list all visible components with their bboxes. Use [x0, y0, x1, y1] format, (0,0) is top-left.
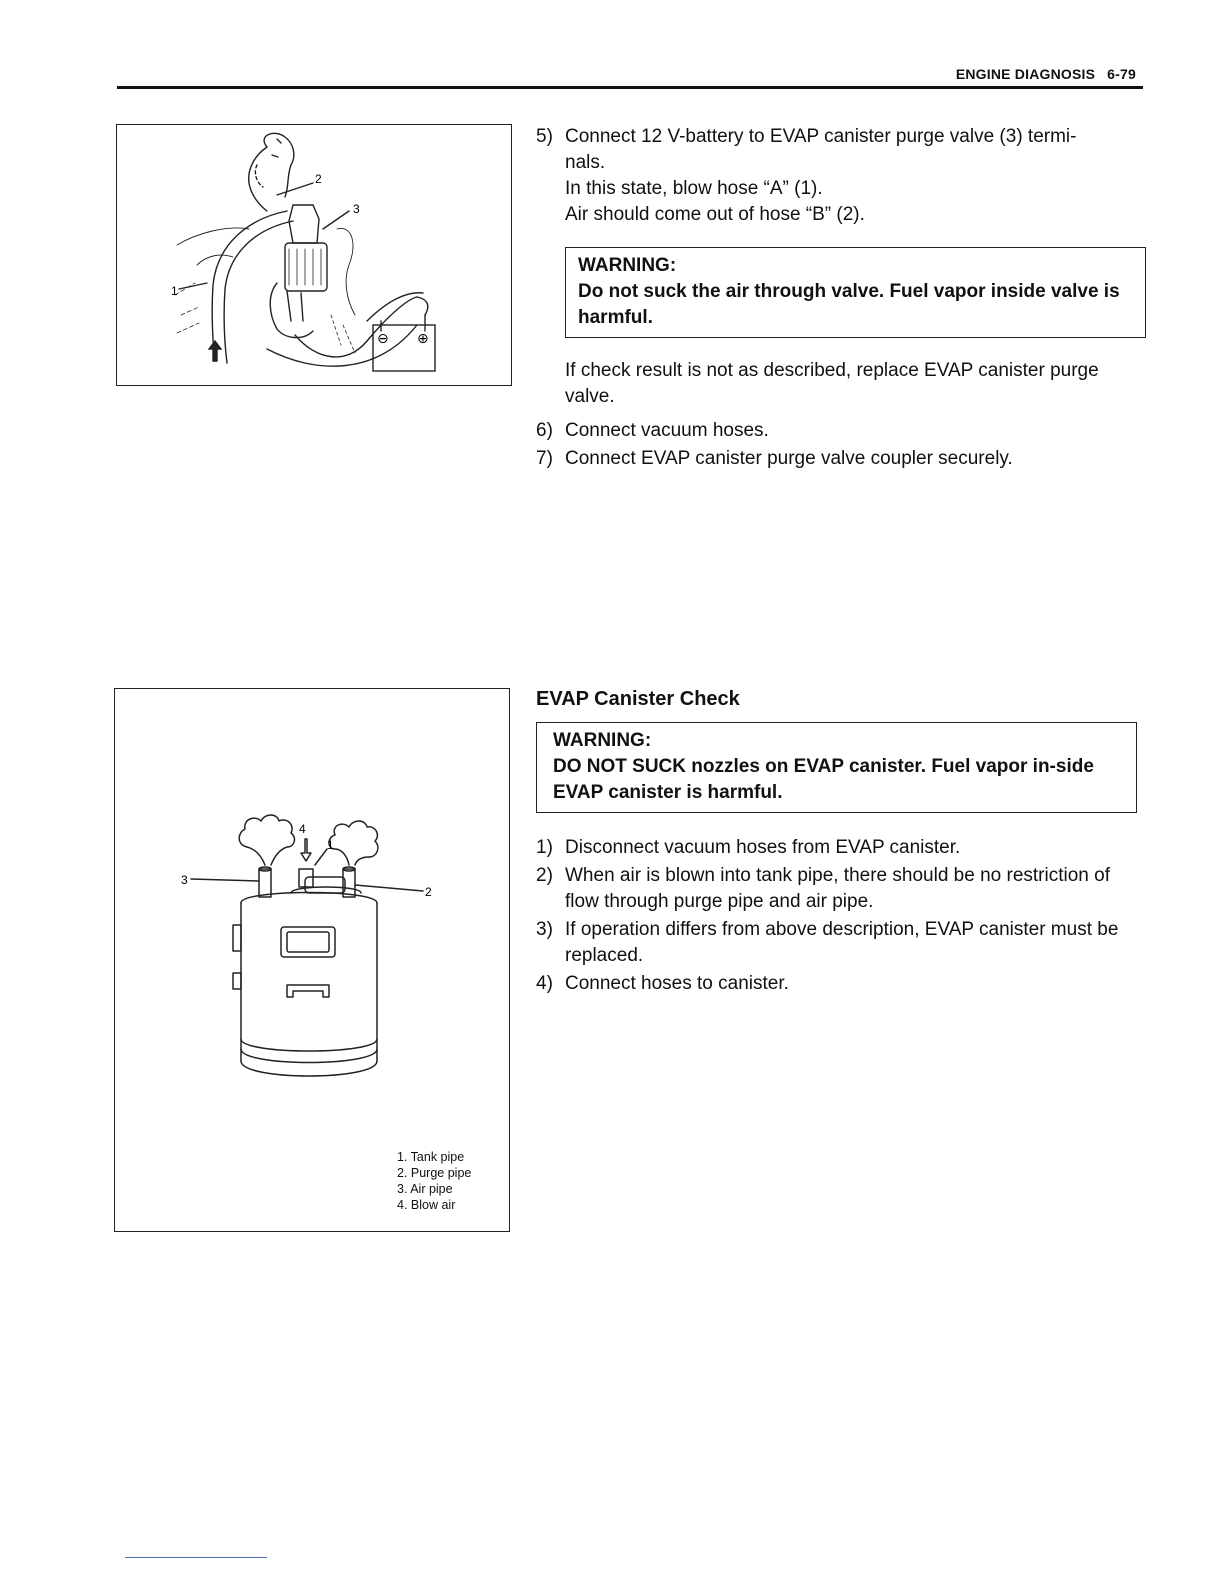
step-line: In this state, blow hose “A” (1).: [565, 178, 823, 199]
step-number: 7): [536, 448, 553, 469]
step-number: 5): [536, 126, 553, 147]
canister-step-4: [536, 971, 1146, 997]
purge-valve-figure: [116, 124, 512, 386]
step-text: When air is blown into tank pipe, there should be no restriction of flow through purge pipe and air pipe.: [565, 865, 1110, 912]
callout-3: 3: [353, 202, 360, 216]
section-name: ENGINE DIAGNOSIS: [955, 66, 1096, 82]
warning-title: WARNING:: [578, 255, 677, 276]
note-text: If check result is not as described, replace EVAP canister purge valve.: [565, 360, 1099, 407]
warning-box: [536, 722, 1137, 813]
callout-1: 1: [171, 284, 178, 298]
step-line: Connect 12 V-battery to EVAP canister purge valve (3) termi-: [565, 126, 1077, 147]
callout-1: 1: [327, 838, 334, 852]
battery-positive-terminal: ⊕: [417, 330, 429, 346]
step-5: [536, 124, 1146, 228]
step-line: Air should come out of hose “B” (2).: [565, 204, 865, 225]
page-number: 6-79: [1107, 66, 1136, 82]
warning-box: [565, 247, 1146, 338]
step-text: Connect EVAP canister purge valve coupler securely.: [565, 448, 1013, 469]
canister-step-2: [536, 863, 1146, 915]
step-text: Connect hoses to canister.: [565, 973, 789, 994]
canister-figure: [114, 688, 510, 1232]
step-6: [536, 418, 1146, 444]
footer-rule: [125, 1557, 267, 1558]
warning-title: WARNING:: [553, 730, 652, 751]
step-text: If operation differs from above description, EVAP canister must be replaced.: [565, 919, 1119, 966]
legend-item: 3. Air pipe: [397, 1182, 453, 1196]
step-number: 3): [536, 919, 553, 940]
callout-2: 2: [425, 885, 432, 899]
legend-item: 4. Blow air: [397, 1198, 456, 1212]
callout-4: 4: [299, 822, 306, 836]
battery-negative-terminal: ⊖: [377, 330, 389, 346]
step-text: Connect vacuum hoses.: [565, 420, 769, 441]
callout-3: 3: [181, 873, 188, 887]
warning-text: DO NOT SUCK nozzles on EVAP canister. Fuel vapor in-side EVAP canister is harmful.: [553, 756, 1094, 803]
legend-item: 2. Purge pipe: [397, 1166, 472, 1180]
section-title: EVAP Canister Check: [536, 688, 740, 710]
page-header: [956, 66, 1136, 82]
legend-item: 1. Tank pipe: [397, 1150, 465, 1164]
callout-2: 2: [315, 172, 322, 186]
canister-instructions: [536, 686, 1146, 999]
canister-illustration: [115, 689, 509, 1129]
canister-step-3: [536, 917, 1146, 969]
step-7: [536, 446, 1146, 472]
header-rule: [117, 86, 1143, 89]
step-line: nals.: [565, 152, 606, 173]
purge-valve-illustration: [117, 125, 511, 385]
step-number: 4): [536, 973, 553, 994]
step-number: 2): [536, 865, 553, 886]
step-number: 1): [536, 837, 553, 858]
canister-step-1: [536, 835, 1146, 861]
step-number: 6): [536, 420, 553, 441]
canister-legend: [397, 1149, 471, 1213]
step-text: Disconnect vacuum hoses from EVAP canister.: [565, 837, 961, 858]
purge-valve-instructions: [536, 124, 1146, 474]
warning-text: Do not suck the air through valve. Fuel vapor inside valve is harmful.: [578, 281, 1120, 328]
